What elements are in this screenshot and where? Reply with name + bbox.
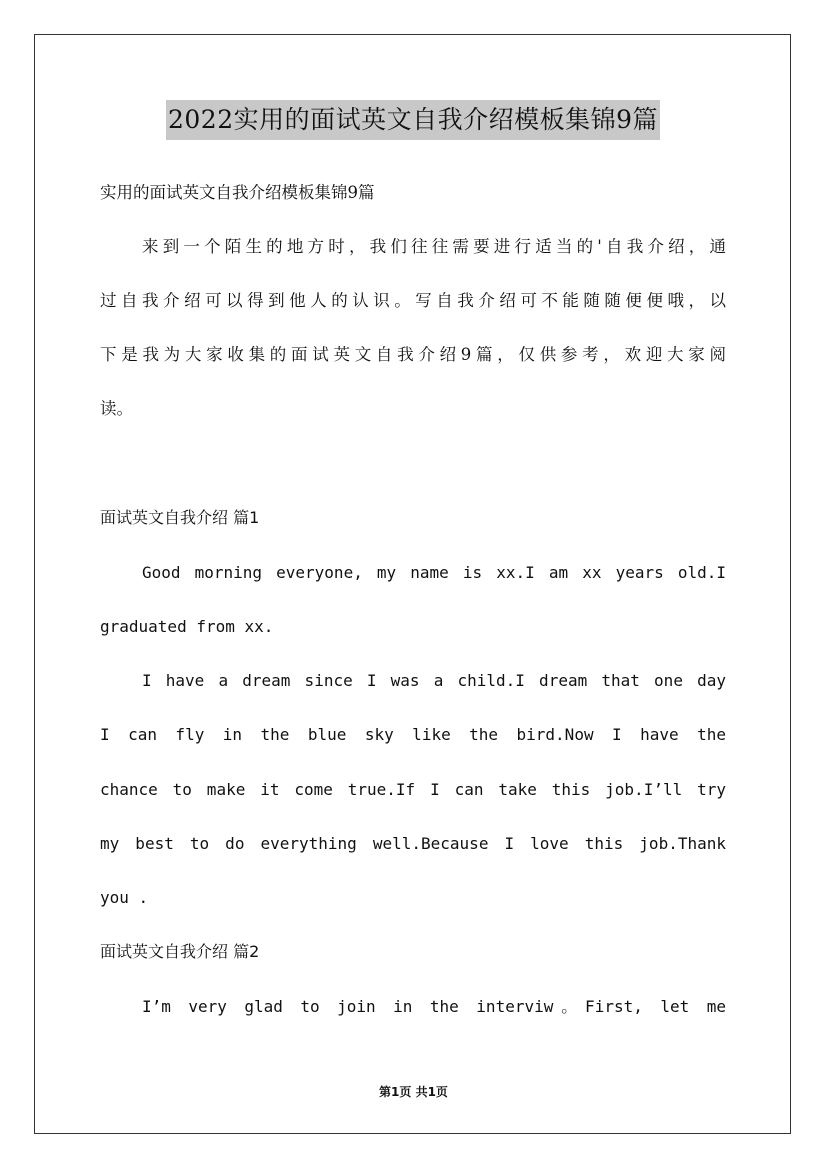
page-number: 第1页 共1页 xyxy=(379,1085,448,1099)
paragraph-line: graduated from xx. xyxy=(100,617,274,636)
paragraph-line: Good morning everyone, my name is xx.I am xx years old.I xyxy=(142,563,726,582)
document-subtitle: 实用的面试英文自我介绍模板集锦9篇 xyxy=(100,183,375,202)
paragraph-line: chance to make it come true.If I can take this job.I’ll try xyxy=(100,780,726,799)
document-title: 2022实用的面试英文自我介绍模板集锦9篇 xyxy=(166,100,660,140)
paragraph-line: I have a dream since I was a child.I dream that one day xyxy=(142,671,726,690)
title-wrap xyxy=(100,100,726,140)
paragraph-line: I can fly in the blue sky like the bird.Now I have the xyxy=(100,725,726,744)
intro-line: 下是我为大家收集的面试英文自我介绍9篇，仅供参考，欢迎大家阅 xyxy=(100,345,726,364)
page-footer xyxy=(0,1083,827,1101)
intro-line: 来到一个陌生的地方时，我们往往需要进行适当的'自我介绍，通 xyxy=(142,237,726,256)
intro-line: 读。 xyxy=(100,399,133,418)
paragraph-line: I’m very glad to join in the interviw。First, let me xyxy=(142,997,726,1016)
intro-line: 过自我介绍可以得到他人的认识。写自我介绍可不能随随便便哦，以 xyxy=(100,291,726,310)
section-heading: 面试英文自我介绍 篇1 xyxy=(100,508,260,527)
paragraph-line: my best to do everything well.Because I love this job.Thank xyxy=(100,834,726,853)
section-heading: 面试英文自我介绍 篇2 xyxy=(100,942,260,961)
paragraph-line: you . xyxy=(100,888,149,907)
